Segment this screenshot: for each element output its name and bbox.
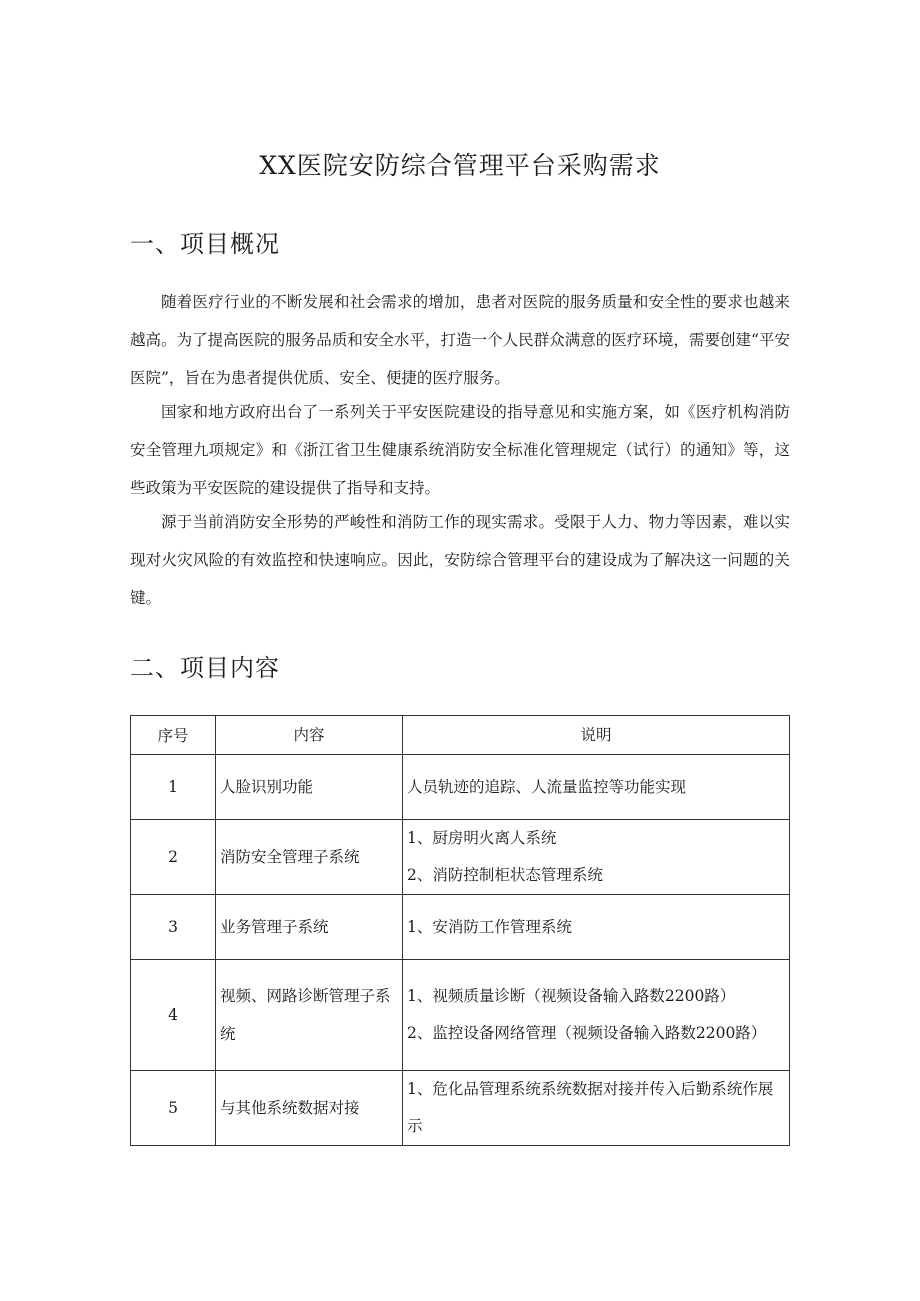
row-content: 业务管理子系统 [216,895,403,960]
desc-line: 1、安消防工作管理系统 [407,917,572,936]
desc-line: 1、危化品管理系统系统数据对接并传入后勤系统作展示 [407,1080,774,1135]
project-content-table [130,715,790,1146]
row-desc [403,755,790,820]
row-no: 4 [131,960,216,1071]
row-desc [403,895,790,960]
row-no: 1 [131,755,216,820]
row-content: 人脸识别功能 [216,755,403,820]
table-header-row [131,716,790,755]
section-heading-content: 二、项目内容 [130,654,280,682]
page-title: XX医院安防综合管理平台采购需求 [259,151,661,180]
row-content: 消防安全管理子系统 [216,820,403,895]
desc-line: 1、厨房明火离人系统 [407,829,557,847]
desc-line: 2、消防控制柜状态管理系统 [407,866,603,884]
row-desc [403,1071,790,1146]
row-no: 5 [131,1071,216,1146]
header-content: 内容 [216,716,403,755]
row-desc [403,960,790,1071]
row-desc [403,820,790,895]
row-content: 与其他系统数据对接 [216,1071,403,1146]
header-no: 序号 [131,716,216,755]
table-row [131,960,790,1071]
desc-line: 1、视频质量诊断（视频设备输入路数2200路） [407,987,736,1005]
overview-paragraph-3: 源于当前消防安全形势的严峻性和消防工作的现实需求。受限于人力、物力等因素，难以实现对火灾风险的有效监控和快速响应。因此，安防综合管理平台的建设成为了解决这一问题的关键。 [130,513,790,607]
overview-paragraph-2: 国家和地方政府出台了一系列关于平安医院建设的指导意见和实施方案，如《医疗机构消防安全管理九项规定》和《浙江省卫生健康系统消防安全标准化管理规定（试行）的通知》等，这些政策为平安医院的建设提供了指导和支持。 [130,403,790,497]
header-desc: 说明 [403,716,790,755]
section-heading-overview: 一、项目概况 [130,230,280,258]
row-no: 3 [131,895,216,960]
table-row [131,755,790,820]
row-no: 2 [131,820,216,895]
desc-line: 人员轨迹的追踪、人流量监控等功能实现 [407,777,687,796]
table-row [131,895,790,960]
table-row [131,820,790,895]
desc-line: 2、监控设备网络管理（视频设备输入路数2200路） [407,1024,767,1042]
table-row [131,1071,790,1146]
row-content: 视频、网路诊断管理子系统 [216,960,403,1071]
overview-paragraph-1: 随着医疗行业的不断发展和社会需求的增加，患者对医院的服务质量和安全性的要求也越来越高。为了提高医院的服务品质和安全水平，打造一个人民群众满意的医疗环境，需要创建“平安医院”，旨在为患者提供优质、安全、便捷的医疗服务。 [130,293,790,387]
